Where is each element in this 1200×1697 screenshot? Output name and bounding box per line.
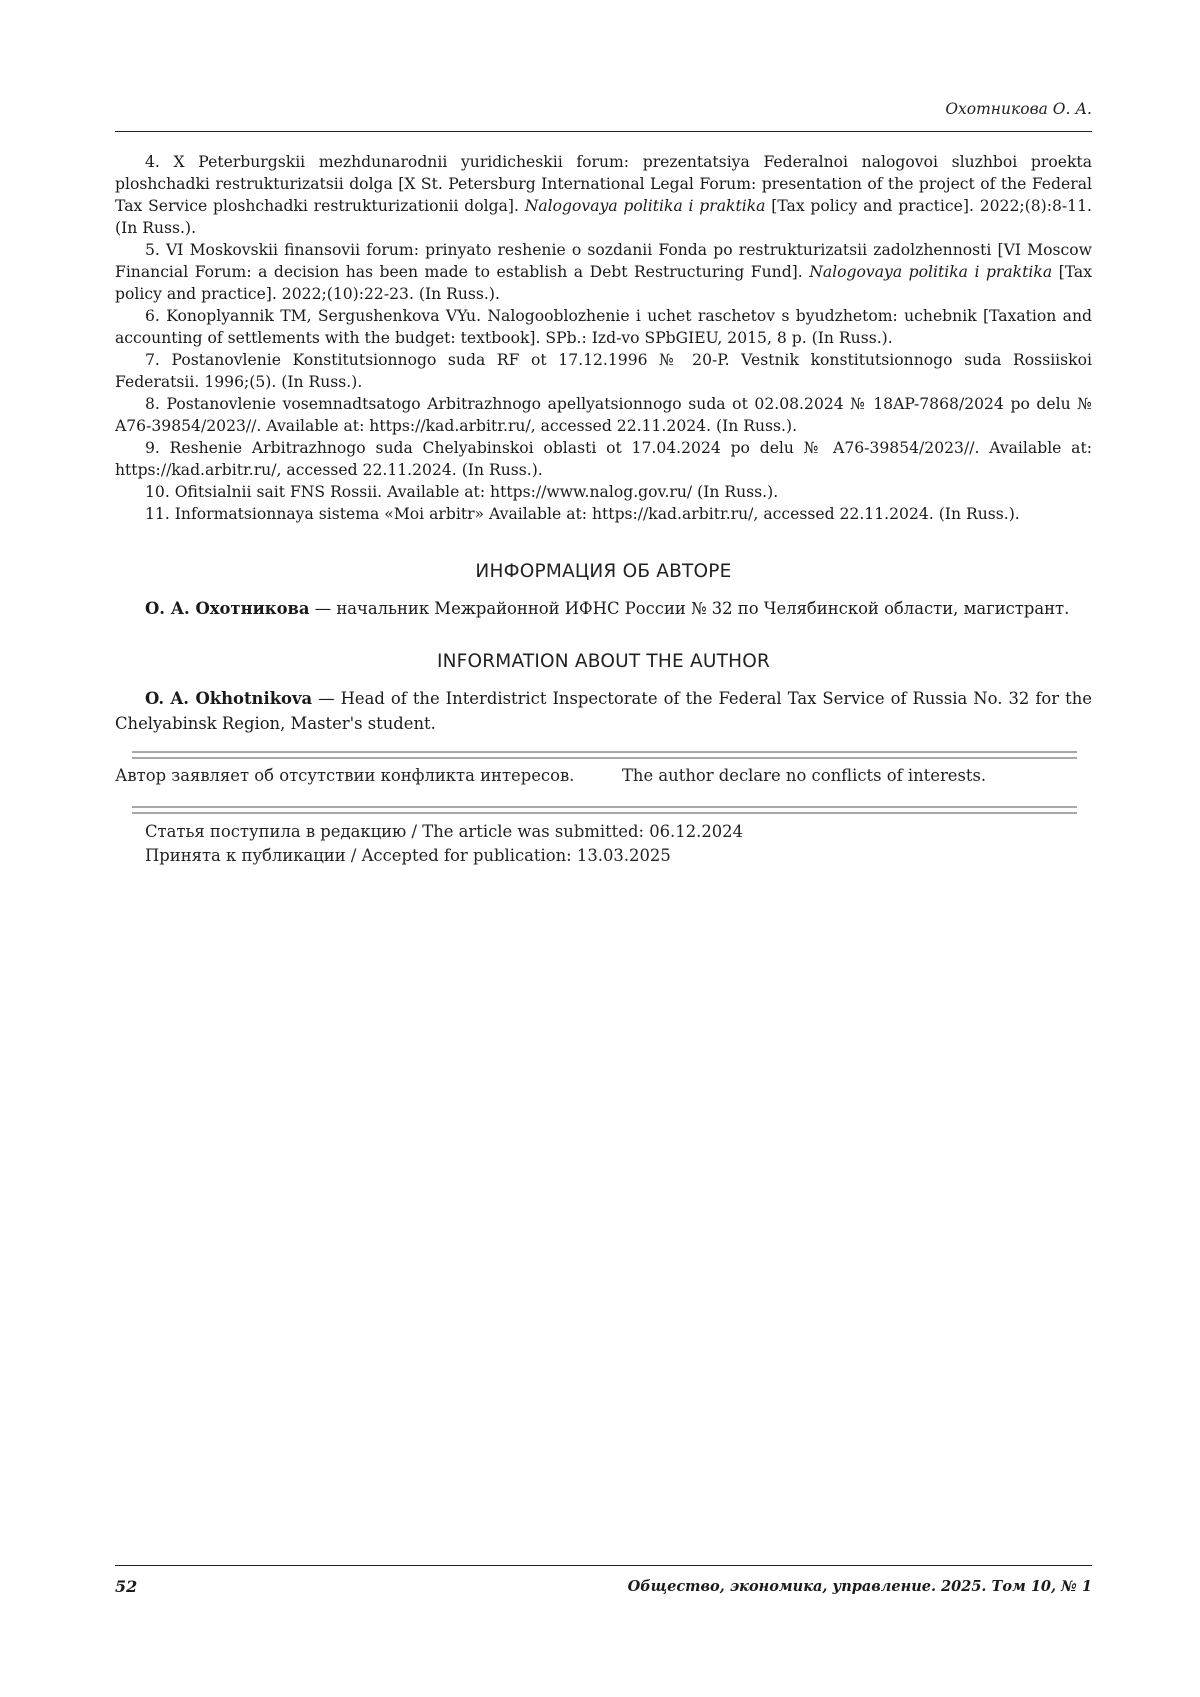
author-info-ru: О. А. Охотникова — начальник Межрайонной ИФНС России № 32 по Челябинской области, магистрант. xyxy=(145,599,1070,618)
divider-double-rule xyxy=(132,806,1077,814)
reference-item: 7. Postanovlenie Konstitutsionnogo suda RF ot 17.12.1996 № 20-P. Vestnik konstitutsionnogo suda Rossiiskoi Federatsii. 1996;(5). (In Russ.). xyxy=(115,351,1092,391)
submitted-date: Статья поступила в редакцию / The article was submitted: 06.12.2024 xyxy=(145,822,744,841)
author-name-en: O. A. Okhotnikova xyxy=(145,689,313,708)
author-info-en: O. A. Okhotnikova — Head of the Interdistrict Inspectorate of the Federal Tax Service of Russia No. 32 for the Chelyabinsk Region, Master's student. xyxy=(115,689,1092,733)
conflict-statement-en: The author declare no conflicts of interests. xyxy=(622,766,987,785)
conflict-statement-ru: Автор заявляет об отсутствии конфликта интересов. xyxy=(115,766,575,785)
article-dates xyxy=(145,820,743,868)
reference-item: 4. X Peterburgskii mezhdunarodnii yuridicheskii forum: prezentatsiya Federalnoi nalogovoi sluzhboi proekta ploshchadki restrukturizatsii dolga [X St. Petersburg International Legal Forum: presentation of the project of the Federal Tax Service ploshchadki restrukturizationii dolga]. Nalogovaya politika i praktika [Tax policy and practice]. 2022;(8):8-11. (In Russ.). xyxy=(115,153,1092,237)
divider-double-rule xyxy=(132,751,1077,759)
author-info-heading-ru: ИНФОРМАЦИЯ ОБ АВТОРЕ xyxy=(475,561,732,582)
author-name-ru: О. А. Охотникова xyxy=(145,599,310,618)
footer-rule xyxy=(115,1565,1092,1566)
journal-citation: Общество, экономика, управление. 2025. Том 10, № 1 xyxy=(627,1578,1092,1595)
reference-item: 6. Konoplyannik TM, Sergushenkova VYu. Nalogooblozhenie i uchet raschetov s byudzhetom: uchebnik [Taxation and accounting of settlements with the budget: textbook]. SPb.: Izd-vo SPbGIEU, 2015, 8 p. (In Russ.). xyxy=(115,307,1092,347)
author-info-heading-en: INFORMATION ABOUT THE AUTHOR xyxy=(436,651,771,672)
reference-item: 10. Ofitsialnii sait FNS Rossii. Available at: https://www.nalog.gov.ru/ (In Russ.). xyxy=(145,483,779,501)
reference-list xyxy=(115,151,1092,525)
reference-item: 9. Reshenie Arbitrazhnogo suda Chelyabinskoi oblasti ot 17.04.2024 po delu № A76-39854/2023//. Available at: https://kad.arbitr.ru/, accessed 22.11.2024. (In Russ.). xyxy=(115,439,1092,479)
reference-item: 5. VI Moskovskii finansovii forum: prinyato reshenie o sozdanii Fonda po restrukturizatsii zadolzhennosti [VI Moscow Financial Forum: a decision has been made to establish a Debt Restructuring Fund]. Nalogovaya politika i praktika [Tax policy and practice]. 2022;(10):22-23. (In Russ.). xyxy=(115,241,1092,303)
accepted-date: Принята к публикации / Accepted for publication: 13.03.2025 xyxy=(145,846,671,865)
reference-item: 11. Informatsionnaya sistema «Moi arbitr» Available at: https://kad.arbitr.ru/, accessed 22.11.2024. (In Russ.). xyxy=(145,505,1020,523)
running-head: Охотникова О. А. xyxy=(945,100,1092,118)
header-rule xyxy=(115,131,1092,132)
reference-item: 8. Postanovlenie vosemnadtsatogo Arbitrazhnogo apellyatsionnogo suda ot 02.08.2024 № 18AP-7868/2024 po delu № A76-39854/2023//. Available at: https://kad.arbitr.ru/, accessed 22.11.2024. (In Russ.). xyxy=(115,395,1092,435)
page-number: 52 xyxy=(115,1577,138,1596)
